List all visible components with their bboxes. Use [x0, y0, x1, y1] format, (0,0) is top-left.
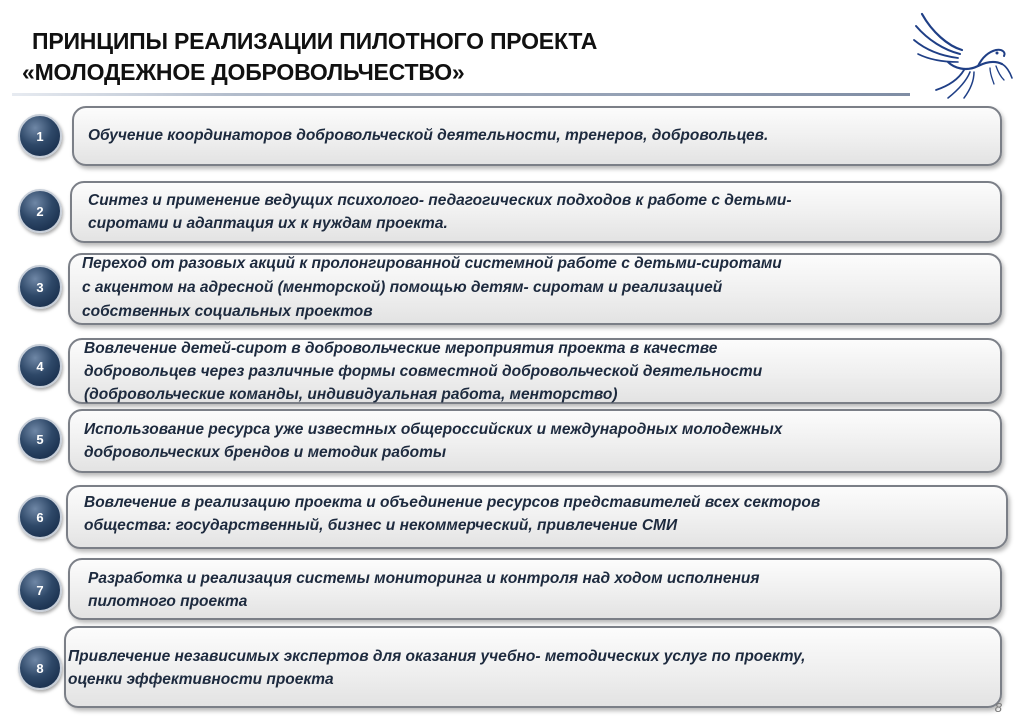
- text-line: с акцентом на адресной (менторской) помощью детям- сиротам и реализацией: [82, 279, 723, 296]
- number-badge: 6: [18, 495, 62, 539]
- text-line: Привлечение независимых экспертов для оказания учебно- методических услуг по проекту,: [68, 648, 806, 665]
- principle-text: [88, 124, 768, 147]
- text-line: Синтез и применение ведущих психолого- педагогических подходов к работе с детьми-: [88, 192, 792, 209]
- text-line: Переход от разовых акций к пролонгированной системной работе с детьми-сиротами: [82, 255, 782, 272]
- principle-item-3: [0, 253, 1024, 325]
- principle-item-7: [0, 558, 1024, 620]
- principle-item-5: [0, 409, 1024, 473]
- principle-text: [84, 337, 762, 406]
- title-line-2: «МОЛОДЕЖНОЕ ДОБРОВОЛЬЧЕСТВО»: [22, 59, 465, 85]
- text-line: Вовлечение в реализацию проекта и объединение ресурсов представителей всех секторов: [84, 494, 821, 511]
- principle-text: [88, 567, 759, 613]
- text-line: Вовлечение детей-сирот в добровольческие мероприятия проекта в качестве: [84, 340, 718, 357]
- principle-text: [84, 418, 782, 464]
- text-line: Разработка и реализация системы мониторинга и контроля над ходом исполнения: [88, 570, 760, 587]
- text-line: общества: государственный, бизнес и некоммерческий, привлечение СМИ: [84, 517, 678, 534]
- text-line: собственных социальных проектов: [82, 303, 373, 320]
- text-line: Обучение координаторов добровольческой деятельности, тренеров, добровольцев.: [88, 127, 769, 144]
- principle-text: [88, 189, 792, 235]
- number-badge: 7: [18, 568, 62, 612]
- text-line: оценки эффективности проекта: [68, 671, 334, 688]
- principle-text: [68, 645, 805, 691]
- slide-title: [22, 26, 597, 88]
- number-badge: 3: [18, 265, 62, 309]
- number-badge: 8: [18, 646, 62, 690]
- text-line: пилотного проекта: [88, 593, 248, 610]
- text-line: Использование ресурса уже известных общероссийских и международных молодежных: [84, 421, 783, 438]
- number-badge: 1: [18, 114, 62, 158]
- principle-item-6: [0, 485, 1024, 549]
- principle-text: [82, 252, 782, 324]
- title-line-1: ПРИНЦИПЫ РЕАЛИЗАЦИИ ПИЛОТНОГО ПРОЕКТА: [32, 28, 598, 54]
- dove-icon: [908, 6, 1016, 104]
- title-divider: [12, 93, 910, 96]
- principle-item-4: [0, 338, 1024, 404]
- number-badge: 5: [18, 417, 62, 461]
- principle-item-2: [0, 181, 1024, 243]
- number-badge: 4: [18, 344, 62, 388]
- principle-text: [84, 491, 820, 537]
- principle-item-1: [0, 106, 1024, 166]
- text-line: сиротами и адаптация их к нуждам проекта.: [88, 215, 448, 232]
- principle-item-8: [0, 626, 1024, 708]
- text-line: (добровольческие команды, индивидуальная работа, менторство): [84, 386, 618, 403]
- text-line: добровольческих брендов и методик работы: [84, 444, 447, 461]
- text-line: добровольцев через различные формы совместной добровольческой деятельности: [84, 363, 763, 380]
- number-badge: 2: [18, 189, 62, 233]
- page-number: 8: [994, 700, 1002, 715]
